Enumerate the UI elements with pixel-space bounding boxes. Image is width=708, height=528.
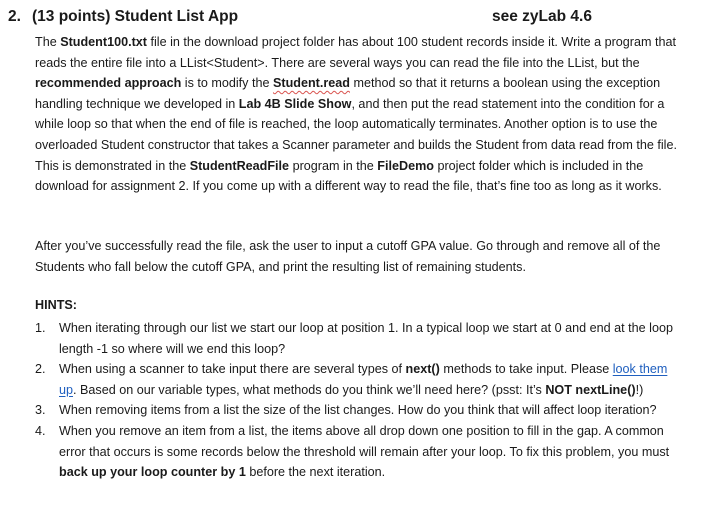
read-method-name: Student.read bbox=[272, 76, 350, 91]
hint-item bbox=[35, 318, 685, 359]
hint-item bbox=[35, 421, 685, 483]
hint-number: 2. bbox=[35, 362, 46, 377]
hint-text: When using a scanner to take input there are several types of next() methods to take input. Please look them up. Based on our variable types, what methods do you think we’ll need here? (psst: It’s NOT nextLine()!) bbox=[59, 362, 668, 397]
problem-number: 2. bbox=[8, 8, 21, 25]
problem-title: (13 points) Student List App bbox=[32, 8, 239, 25]
program-name: StudentReadFile bbox=[189, 158, 290, 173]
problem-heading bbox=[8, 8, 698, 28]
hint-number: 1. bbox=[35, 321, 46, 335]
hints-list bbox=[35, 318, 685, 483]
not-emphasis: NOT bbox=[545, 382, 572, 397]
back-up-counter: back up your loop counter by 1 bbox=[59, 465, 246, 480]
zylab-reference: see zyLab 4.6 bbox=[492, 8, 592, 25]
recommended-approach: recommended approach bbox=[35, 76, 182, 91]
hint-text: When removing items from a list the size of the list changes. How do you think that will affect loop iteration? bbox=[59, 403, 657, 418]
hint-number: 3. bbox=[35, 403, 46, 418]
next-method: next() bbox=[405, 362, 440, 377]
look-them-up-link[interactable]: look them up bbox=[59, 362, 668, 397]
nextline-method: nextLine() bbox=[575, 382, 636, 397]
hint-text: When iterating through our list we start our loop at position 1. In a typical loop we start at 0 and end at the loop length -1 so where will we end this loop? bbox=[59, 321, 673, 356]
hint-item bbox=[35, 359, 685, 400]
hint-text: When you remove an item from a list, the items above all drop down one position to fill in the gap. A common error that occurs is some records below the threshold will remain after your loop. To fix this problem, you must back up your loop counter by 1 before the next iteration. bbox=[59, 423, 670, 480]
instructions-paragraph: The Student100.txt file in the download project folder has about 100 student records inside it. Write a program that reads the entire file into a LList<Student>. There are several ways you can read the file into the LList, but the recommended approach is to modify the Student.read method so that it returns a boolean using the exception handling technique we developed in Lab 4B Slide Show, and then put the read statement into the condition for a while loop so that when the end of file is reached, the loop automatically terminates. Another option is to use the overloaded Student constructor that takes a Scanner parameter and builds the Student from data read from the file. This is demonstrated in the StudentReadFile program in the FileDemo project folder which is included in the download for assignment 2. If you come up with a different way to read the file, that’s fine too as long as it works. bbox=[35, 35, 677, 194]
file-name: Student100.txt bbox=[60, 35, 147, 49]
project-name: FileDemo bbox=[377, 158, 434, 173]
hints-title: HINTS: bbox=[35, 298, 77, 312]
hint-item bbox=[35, 400, 685, 421]
hint-number: 4. bbox=[35, 423, 46, 438]
slide-show-name: Lab 4B Slide Show bbox=[238, 96, 352, 111]
cutoff-paragraph: After you’ve successfully read the file, ask the user to input a cutoff GPA value. Go through and remove all of the Students who fall below the cutoff GPA, and print the resulting list of remaining students. bbox=[35, 239, 661, 274]
